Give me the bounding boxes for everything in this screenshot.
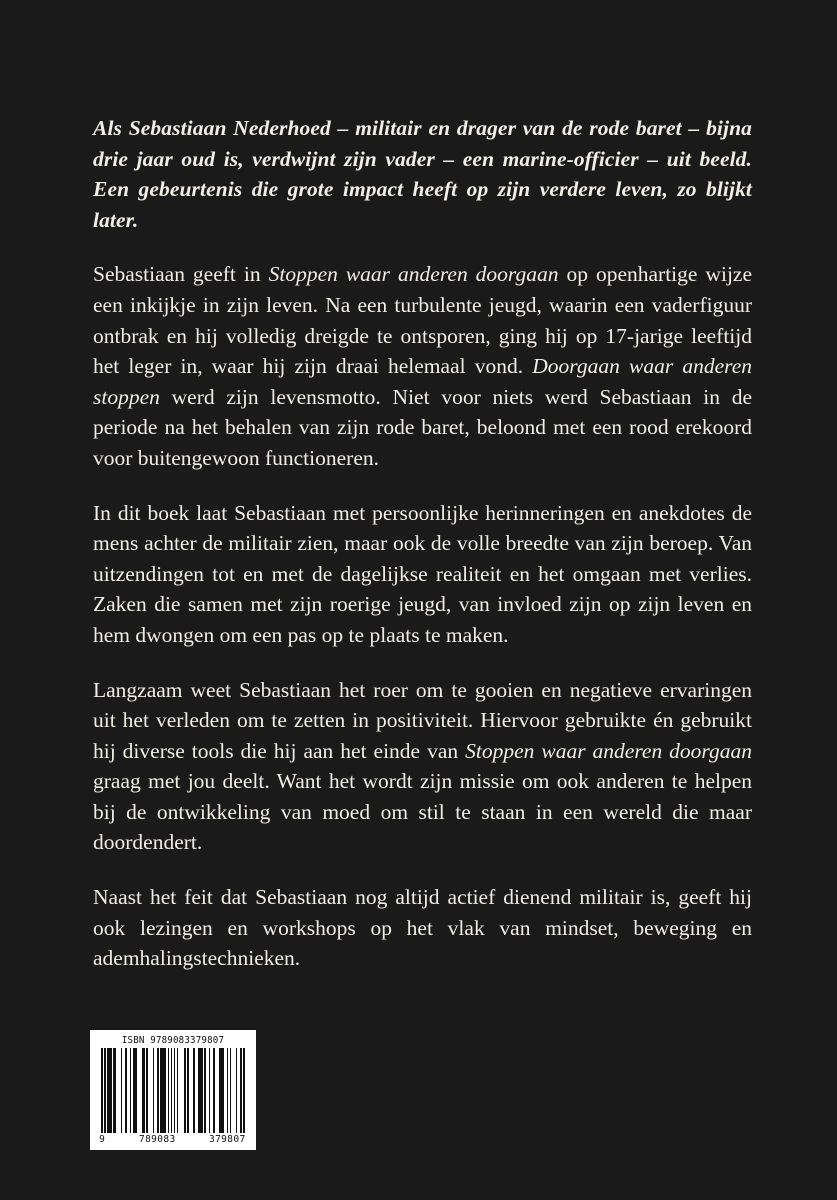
barcode-digit-leading: 9 <box>99 1134 106 1145</box>
text-segment: Langzaam weet Sebastiaan het roer om te gooien en negatieve ervaringen uit het verleden om te zetten in positiviteit. Hiervoor gebruikte én gebruikt hij diverse tools die hij aan het einde van <box>93 677 752 763</box>
isbn-label: ISBN 9789083379807 <box>121 1035 225 1046</box>
text-segment: graag met jou deelt. Want het wordt zijn missie om ook anderen te helpen bij de ontwikkeling van moed om stil te staan in een wereld die maar doordendert. <box>93 769 752 855</box>
isbn-barcode <box>90 1030 256 1150</box>
barcode-digit-group-2: 379807 <box>209 1134 247 1145</box>
blurb-paragraph-2 <box>93 259 752 473</box>
barcode-digit-group-1: 789083 <box>139 1134 176 1145</box>
blurb-paragraph-3: In dit boek laat Sebastiaan met persoonlijke herinneringen en anekdotes de mens achter de militair zien, maar ook de volle breedte van zijn beroep. Van uitzendingen tot en met de dagelijkse realiteit en het omgaan met verlies. Zaken die samen met zijn roerige jeugd, van invloed zijn op zijn leven en hem dwongen om een pas op te plaats te maken. <box>93 500 752 647</box>
text-segment: Sebastiaan geeft in <box>93 262 269 287</box>
book-title-mention: Stoppen waar anderen doorgaan <box>268 262 559 287</box>
motto-mention: Doorgaan waar anderen stoppen <box>93 354 752 409</box>
blurb-paragraph-5: Naast het feit dat Sebastiaan nog altijd actief dienend militair is, geeft hij ook lezingen en workshops op het vlak van mindset, beweging en ademhalingstechnieken. <box>93 885 752 971</box>
blurb-paragraph-4 <box>93 675 752 859</box>
barcode-bar <box>243 1048 245 1133</box>
barcode-digits <box>97 1133 249 1146</box>
blurb-paragraph-lead: Als Sebastiaan Nederhoed – militair en drager van de rode baret – bijna drie jaar oud is, verdwijnt zijn vader – een marine-officier – uit beeld. Een gebeurtenis die grote impact heeft op zijn verdere leven, zo blijkt later. <box>93 116 752 232</box>
blurb-text-block <box>93 113 752 974</box>
text-segment: op openhartige wijze een inkijkje in zijn leven. Na een turbulente jeugd, waarin een vaderfiguur ontbrak en hij volledig dreigde te ontsporen, ging hij op 17-jarige leeftijd het leger in, waar hij zijn draai helemaal vond. <box>93 262 752 379</box>
book-title-mention: Stoppen waar anderen doorgaan <box>465 738 753 763</box>
text-segment: werd zijn levensmotto. Niet voor niets werd Sebastiaan in de periode na het behalen van zijn rode baret, beloond met een rood erekoord voor buitengewoon functioneren. <box>93 384 752 470</box>
barcode-bars <box>101 1048 245 1133</box>
